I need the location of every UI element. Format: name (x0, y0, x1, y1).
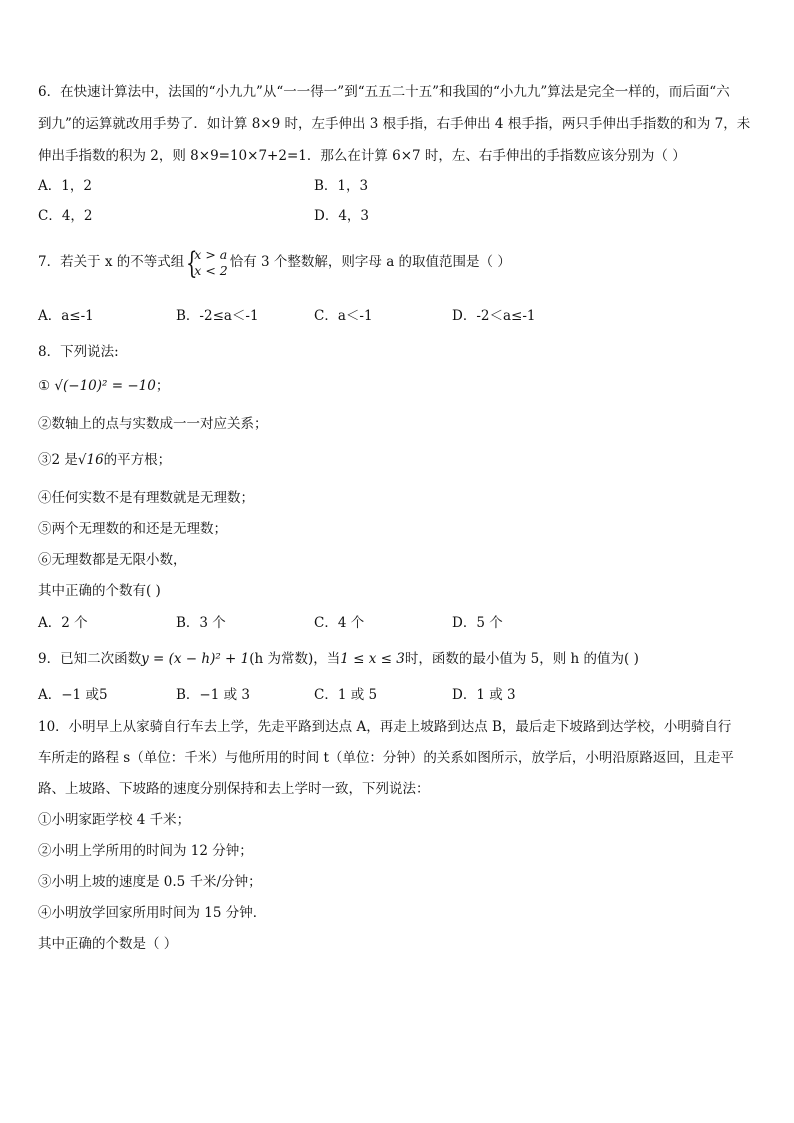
q8-option-c: C．4 个 (314, 615, 365, 631)
q9-option-d: D．1 或 3 (452, 687, 516, 703)
q9-function: y = (x − h)² + 1 (141, 651, 250, 667)
q7-option-d: D．-2＜a≤-1 (452, 308, 536, 324)
q9-option-b: B．−1 或 3 (176, 687, 250, 703)
q8-statement-3 (38, 450, 171, 470)
q8-statement-6: ⑥无理数都是无限小数， (38, 552, 187, 568)
q10-line3: 路、上坡路、下坡路的速度分别保持和去上学时一致，下列说法： (38, 781, 430, 797)
q7-prefix: 7．若关于 x 的不等式组 (38, 254, 185, 270)
q8-statement-5: ⑤两个无理数的和还是无理数； (38, 521, 227, 537)
q9-option-c: C．1 或 5 (314, 687, 378, 703)
q9-note: (h 为常数)，当 (249, 651, 341, 667)
q8-s3-pre: ③2 是 (38, 452, 78, 468)
q8-s1-math: √(−10)² = −10 (54, 378, 156, 394)
q8-option-d: D．5 个 (452, 615, 503, 631)
q6-option-a: A．1，2 (38, 178, 92, 194)
q8-title: 8．下列说法: (38, 344, 119, 360)
q8-ask: 其中正确的个数有( ) (38, 583, 161, 599)
q6-option-c: C．4，2 (38, 208, 93, 224)
q8-option-b: B．3 个 (176, 615, 226, 631)
q6-option-d: D．4，3 (314, 208, 370, 224)
q7-inequality-1: x > a (194, 246, 228, 262)
q8-s1-mark: ① (38, 378, 51, 394)
q10-line2: 车所走的路程 s（单位：千米）与他所用的时间 t（单位：分钟）的关系如图所示，放学后，小明沿原路返回，且走平 (38, 750, 734, 766)
q8-s3-post: 的平方根； (103, 452, 172, 468)
q7-inequality-2: x < 2 (194, 262, 228, 278)
q10-statement-1: ①小明家距学校 4 千米； (38, 812, 191, 828)
q6-line1: 6．在快速计算法中，法国的“小九九”从“一一得一”到“五五二十五”和我国的“小九九”算法是完全一样的，而后面“六 (38, 84, 730, 100)
q8-statement-2: ②数轴上的点与实数成一一对应关系； (38, 416, 268, 432)
q6-line2: 到九”的运算就改用手势了．如计算 8×9 时，左手伸出 3 根手指，右手伸出 4 根手指，两只手伸出手指数的和为 7，未 (38, 116, 751, 132)
q10-line1: 10．小明早上从家骑自行车去上学，先走平路到达点 A，再走上坡路到达点 B，最后走下坡路到达学校，小明骑自行 (38, 719, 732, 735)
q7-option-a: A．a≤-1 (38, 308, 94, 324)
q10-statement-2: ②小明上学所用的时间为 12 分钟； (38, 843, 253, 859)
q9-option-a: A．−1 或5 (38, 687, 108, 703)
q9-post: 时，函数的最小值为 5，则 h 的值为( ) (404, 651, 639, 667)
q9-range: 1 ≤ x ≤ 3 (340, 651, 405, 667)
brace-symbol: { (186, 245, 198, 281)
q10-statement-4: ④小明放学回家所用时间为 15 分钟． (38, 905, 267, 921)
q9-pre: 9．已知二次函数 (38, 651, 142, 667)
q10-statement-3: ③小明上坡的速度是 0.5 千米/分钟； (38, 874, 262, 890)
q8-statement-4: ④任何实数不是有理数就是无理数； (38, 490, 254, 506)
q8-option-a: A．2 个 (38, 615, 88, 631)
q6-option-b: B．1，3 (314, 178, 369, 194)
q8-statement-1 (38, 376, 169, 396)
q6-line3: 伸出手指数的积为 2，则 8×9=10×7+2=1．那么在计算 6×7 时，左、右手伸出的手指数应该分别为（ ） (38, 148, 686, 164)
q8-s3-math: √16 (77, 452, 104, 468)
q8-s1-end: ； (155, 378, 170, 394)
q7-option-b: B．-2≤a＜-1 (176, 308, 259, 324)
q9-stem (38, 649, 639, 669)
q7-suffix: 恰有 3 个整数解，则字母 a 的取值范围是（ ） (229, 254, 511, 270)
q7-inequality-system (186, 247, 227, 279)
q7-stem (38, 244, 511, 280)
q7-option-c: C．a＜-1 (314, 308, 373, 324)
q10-ask: 其中正确的个数是（ ） (38, 936, 178, 952)
